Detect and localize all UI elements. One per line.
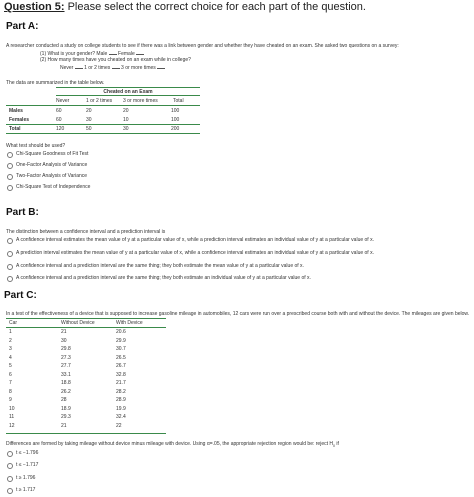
table-cell: 26.2	[61, 388, 71, 395]
table-cell: 18.8	[61, 380, 71, 386]
part-b-prompt: The distinction between a confidence interval and a prediction interval is	[6, 229, 166, 235]
table-row	[9, 406, 164, 413]
table-row	[9, 414, 164, 421]
table-row	[9, 363, 164, 370]
table-cell: 5	[9, 363, 12, 369]
table-row	[9, 355, 164, 362]
table-cell: 32.4	[116, 414, 126, 420]
survey-answers: Never 1 or 2 times 3 or more times	[60, 64, 165, 71]
question-text: Please select the correct choice for each part of the question.	[64, 1, 366, 13]
table-row	[9, 397, 164, 404]
table-cell: 4	[9, 354, 12, 361]
table-row	[9, 389, 164, 396]
mileage-table-bottom-rule	[6, 433, 166, 434]
table-group-rule	[56, 95, 200, 96]
table-cell: 26.7	[116, 363, 126, 369]
table-row	[9, 346, 164, 353]
table-cell: 7	[9, 380, 12, 386]
table-cell: 1	[9, 329, 12, 335]
table-cell: 18.9	[61, 405, 71, 412]
table-cell: 19.9	[116, 405, 126, 412]
mileage-table-header-rule	[6, 327, 166, 328]
female-blank	[136, 50, 144, 55]
radio-button[interactable]	[7, 251, 13, 257]
table-total-rule	[6, 124, 200, 125]
table-cell: 9	[9, 397, 12, 403]
radio-button[interactable]	[7, 264, 13, 270]
table-row	[9, 380, 164, 387]
table-cell: 26.5	[116, 354, 126, 361]
table-row-total: Total 120 50 30 200	[9, 126, 180, 132]
survey-question-2: (2) How many times have you cheated on an exam while in college?	[40, 57, 191, 63]
survey-question-1: (1) What is your gender? Male Female	[40, 50, 144, 57]
summary-text: The data are summarized in the table below.	[6, 80, 105, 86]
table-bottom-rule	[6, 133, 200, 134]
table-cell: 27.7	[61, 363, 71, 369]
table-cell: 21.7	[116, 380, 126, 386]
question-title	[4, 1, 366, 13]
mileage-table-top-rule	[6, 318, 166, 319]
part-a-intro: A researcher conducted a study on college students to see if there was a link between gender and whether they have cheated on an exam. She asked two questions on a survey:	[6, 43, 399, 49]
radio-button[interactable]	[7, 163, 13, 169]
part-a-options: Chi-Square Goodness of Fit Test One-Factor Analysis of Variance Two-Factor Analysis of Variance Chi-Square Test of Independence	[6, 151, 206, 191]
table-cell: 28.9	[116, 397, 126, 403]
table-cell: 3	[9, 346, 12, 352]
table-cell: 33.1	[61, 371, 71, 378]
table-group-header: Cheated on an Exam	[103, 89, 153, 95]
table-cell: 29.8	[61, 346, 71, 352]
part-b-options: A confidence interval estimates the mean value of y at a particular value of x, while a prediction interval estimates an individual value of y at a particular value of x. A prediction interval estimates the mean value of y at a particular value of x, while a confidence interval estimates an individual value of y at a particular value of x. A confidence interval and a prediction interval are the same thing; they both estimate the mean value of y at a particular value of x. A confidence interval and a prediction interval are the same thing; they both estimate an individual value of y at a particular value of x.	[6, 237, 466, 285]
table-row: Females 60 30 10 100	[9, 117, 180, 123]
table-cell: 20.6	[116, 329, 126, 335]
table-header-rule	[6, 105, 200, 106]
table-cell: 10	[9, 405, 15, 412]
table-top-rule	[56, 87, 200, 88]
question-number: Question 5:	[4, 1, 65, 13]
radio-button[interactable]	[7, 152, 13, 158]
table-cell: 28.2	[116, 388, 126, 395]
table-cell: 2	[9, 337, 12, 344]
table-cell: 30.7	[116, 346, 126, 352]
table-row	[9, 329, 164, 336]
table-cell: 29.3	[61, 414, 71, 420]
part-a-heading: Part A:	[6, 21, 39, 32]
one-two-blank	[112, 64, 120, 69]
table-row: Males 60 20 20 100	[9, 108, 180, 114]
table-row	[9, 372, 164, 379]
part-c-prompt: Differences are formed by taking mileage without device minus mileage with device. Using α=.05, the appropriate rejection region would be: reject $H_0$ if	[6, 441, 339, 448]
table-cell: 21	[61, 329, 67, 335]
part-a-prompt: What test should be used?	[6, 143, 66, 149]
table-row	[9, 423, 164, 430]
table-cell: 8	[9, 388, 12, 395]
part-c-intro: In a test of the effectiveness of a device that is supposed to increase gasoline mileage in automobiles, 12 cars were run over a prescribed course both with and without the device. The mileages are given below.	[6, 311, 470, 317]
table-cell: 28	[61, 397, 67, 403]
three-plus-blank	[157, 64, 165, 69]
table-cell: 32.8	[116, 371, 126, 378]
part-c-options: t ≤ −1.796 t ≤ −1.717 t ≥ 1.796 t ≥ 1.717	[6, 450, 126, 496]
table-cell: 27.3	[61, 354, 71, 361]
radio-button[interactable]	[7, 476, 13, 482]
part-c-heading: Part C:	[4, 290, 37, 301]
part-b-heading: Part B:	[6, 207, 39, 218]
table-cell: 22	[116, 422, 122, 429]
table-cell: 30	[61, 337, 67, 344]
table-row	[9, 338, 164, 345]
radio-button[interactable]	[7, 451, 13, 457]
male-blank	[109, 50, 117, 55]
table-cell: 29.9	[116, 337, 126, 344]
table-cell: 6	[9, 371, 12, 378]
table-cell: 12	[9, 422, 15, 429]
never-blank	[75, 64, 83, 69]
mileage-table-body	[9, 329, 164, 431]
radio-button[interactable]	[7, 463, 13, 469]
mileage-table-header: Car Without Device With Device	[9, 320, 143, 326]
radio-button[interactable]	[7, 488, 13, 494]
radio-button[interactable]	[7, 276, 13, 282]
table-cell: 11	[9, 414, 15, 420]
radio-button[interactable]	[7, 238, 13, 244]
radio-button[interactable]	[7, 185, 13, 191]
table-cell: 21	[61, 422, 67, 429]
radio-button[interactable]	[7, 174, 13, 180]
